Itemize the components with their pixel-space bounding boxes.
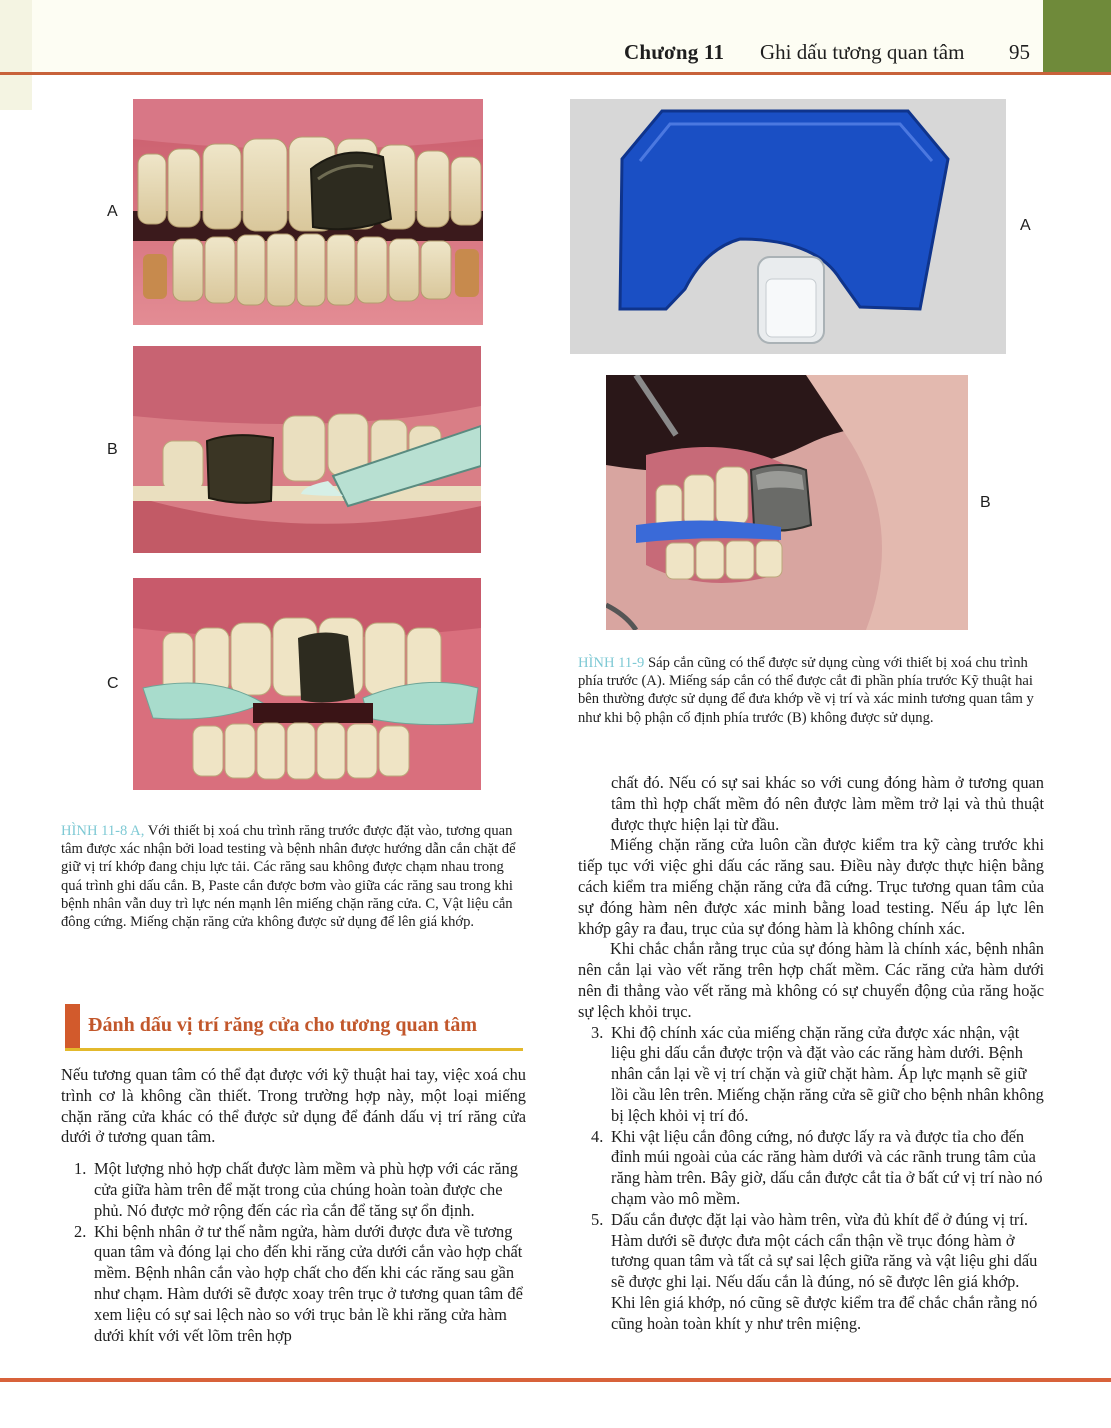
intro-paragraph: Nếu tương quan tâm có thể đạt được với kỹ thuật hai tay, việc xoá chu trình cơ là không cần thiết. Trong trường hợp này, một loại miếng chặn răng cửa khác có thể được sử dụng để đánh dấu vị trí răng cửa dưới ở tương quan tâm. bbox=[61, 1065, 526, 1147]
chapter-title: Ghi dấu tương quan tâm bbox=[760, 40, 965, 64]
step-item: 1. Một lượng nhỏ hợp chất được làm mềm và phù hợp với các răng cửa giữa hàm trên để mặt trong của chúng hoàn toàn được che phủ. Nó được mở rộng đến các rìa cắn để tăng sự ổn định. bbox=[74, 1159, 518, 1220]
fig-11-8-caption bbox=[61, 822, 526, 931]
photo-11-9b-bilateral-technique bbox=[606, 375, 968, 630]
steps-list-left bbox=[61, 1159, 526, 1346]
section-title: Đánh dấu vị trí răng cửa cho tương quan tâm bbox=[88, 1014, 478, 1036]
fig-11-8-caption-text: Với thiết bị xoá chu trình răng trước được đặt vào, tương quan tâm được xác nhận bởi load testing và bệnh nhân được hướng dẫn cắn chặt để giữ vị trí khớp đang chịu lực tải. Các răng sau không được chạm nhau trong quá trình ghi dấu cắn. B, Paste cắn được bơm vào giữa các răng sau trong khi bệnh nhân vẫn duy trì lực nén mạnh lên miếng chặn răng cửa. C, Vật liệu cắn đông cứng. Miếng chặn răng cửa không được sử dụng để lên giá khớp. bbox=[61, 823, 516, 931]
header-rule bbox=[0, 72, 1111, 75]
photo-11-8b-paste-injection bbox=[133, 346, 481, 553]
fig-11-8-label-a: A bbox=[107, 203, 118, 220]
paragraph-reclose: Khi chắc chắn rằng trục của sự đóng hàm là chính xác, bệnh nhân nên cắn lại vào vết răng trên hợp chất mềm. Các răng cửa hàm dưới nên đi thẳng vào vết răng mà không có sự chuyển động của răng hoặc sự lệch khỏi trục. bbox=[578, 939, 1044, 1021]
photo-11-8c-set-bite-material bbox=[133, 578, 481, 790]
fig-11-8-label-b: B bbox=[107, 441, 118, 458]
page-number: 95 bbox=[1009, 40, 1030, 64]
footer-rule bbox=[0, 1378, 1111, 1382]
fig-11-9-caption-text: Sáp cắn cũng có thể được sử dụng cùng với thiết bị xoá chu trình phía trước (A). Miếng sáp cắn có thể được cắt đi phần phía trước Kỹ thuật hai bên thường được sử dụng để đưa khớp về vị trí và xác minh tương quan tâm y như khi bộ phận cố định phía trước (B) không được sử dụng. bbox=[578, 655, 1034, 726]
fig-11-9-label-a: A bbox=[1020, 217, 1031, 234]
photo-11-9a-blue-bite-wax bbox=[570, 99, 1006, 354]
step-item: 5. Dấu cắn được đặt lại vào hàm trên, vừa đủ khít để ở đúng vị trí. Hàm dưới sẽ được đưa một cách cẩn thận về trục đóng hàm ở tương quan tâm và tất cả sự sai lệch giữa răng và vật liệu ghi dấu sẽ được ghi lại. Nếu dấu cắn là đúng, nó sẽ được lên giá khớp. Khi lên giá khớp, nó cũng sẽ được kiểm tra để chắc chắn rằng nó cũng hoàn toàn khít y như trên miệng. bbox=[591, 1209, 1038, 1333]
fig-11-9-label-b: B bbox=[980, 494, 991, 511]
fig-11-8-label-c: C bbox=[107, 675, 119, 692]
fig-11-9-number: HÌNH 11-9 bbox=[578, 655, 645, 671]
fig-11-8-number: HÌNH 11-8 A, bbox=[61, 823, 145, 839]
right-column-body bbox=[578, 773, 1044, 1335]
steps-list-right bbox=[578, 1023, 1044, 1335]
step-item: 4. Khi vật liệu cắn đông cứng, nó được lấy ra và được tỉa cho đến đỉnh múi ngoài của các răng hàm dưới và các rãnh trung tâm của răng hàm trên. Bây giờ, dấu cắn được cắt tỉa ở bất cứ vị trí nào nó chạm vào mô mềm. bbox=[591, 1126, 1043, 1208]
step-item: 2. Khi bệnh nhân ở tư thế nằm ngửa, hàm dưới được đưa về tương quan tâm và đóng lại cho đến khi răng cửa dưới cắn vào hợp chất mềm. Bệnh nhân cắn vào hợp chất cho đến khi các răng sau gần như chạm. Hàm dưới sẽ được xoay trên trục ở tương quan tâm để xem liệu có sự sai lệch nào so với trục bản lề khi răng cửa hàm dưới khít với vết lõm trên hợp bbox=[74, 1221, 523, 1345]
chapter-tab bbox=[1043, 0, 1111, 72]
section-underline bbox=[65, 1048, 523, 1051]
section-marker bbox=[65, 1004, 80, 1049]
photo-11-8a-anterior-deprogrammer bbox=[133, 99, 483, 325]
fig-11-9-caption bbox=[578, 654, 1044, 727]
chapter-number: Chương 11 bbox=[624, 40, 725, 64]
left-column-body bbox=[61, 1065, 526, 1346]
paragraph-verify-stop: Miếng chặn răng cửa luôn cần được kiểm tra kỹ càng trước khi tiếp tục với việc ghi dấu các răng sau. Điều này được thực hiện bằng cách kiểm tra miếng chặn răng cửa đã cứng. Trục tương quan tâm của sự đóng hàm nên được xác minh bằng load testing. Nếu áp lực lên khớp gây ra đau, trục của sự đóng hàm là không chính xác. bbox=[578, 835, 1044, 938]
page-edge-strip bbox=[0, 0, 32, 110]
step-item: 3. Khi độ chính xác của miếng chặn răng cửa được xác nhận, vật liệu ghi dấu cắn được trộn và đặt vào các răng hàm dưới. Bệnh nhân cắn lại về vị trí chặn và giữ chặt hàm. Áp lực mạnh sẽ giữ lồi cầu lên trên. Miếng chặn răng cửa sẽ giữ cho bệnh nhân không bị lệch khỏi vị trí đó. bbox=[591, 1022, 1044, 1125]
continuation-paragraph: chất đó. Nếu có sự sai khác so với cung đóng hàm ở tương quan tâm thì hợp chất mềm đó nên được làm mềm trở lại và thủ thuật được thực hiện lại từ đầu. bbox=[611, 773, 1044, 834]
